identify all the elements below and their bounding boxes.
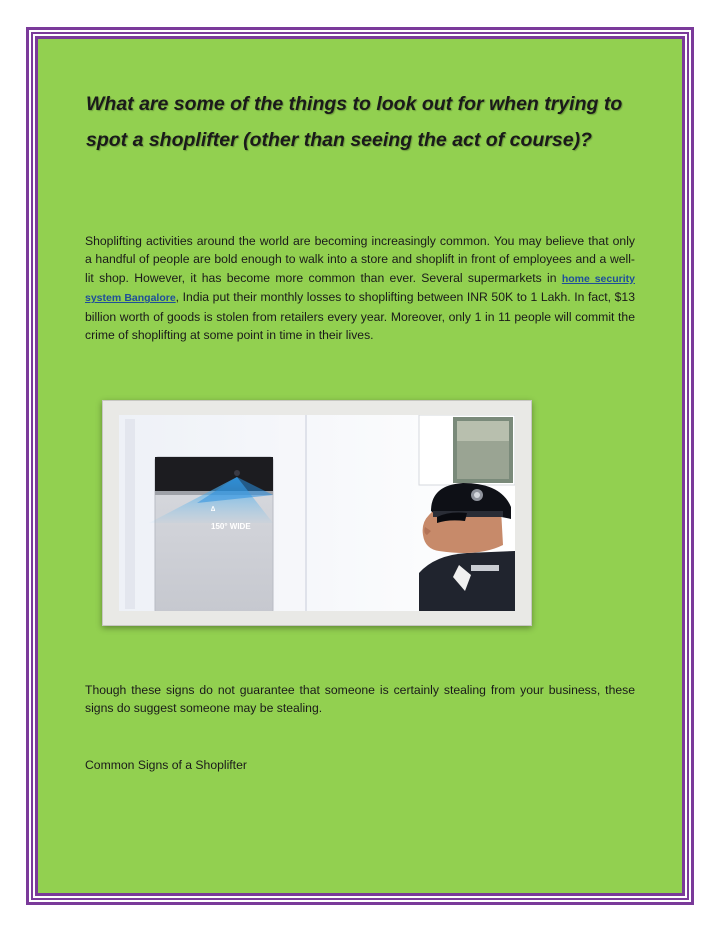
illustration-frame	[102, 400, 532, 626]
intro-text-start: Shoplifting activities around the world are becoming increasingly common. You may believe that only a handful of people are bold enough to walk into a store and shoplift in front of employees and a well-lit shop. However, it has become more common than ever. Several supermarkets in	[85, 234, 635, 285]
svg-text:∆: ∆	[211, 506, 216, 513]
signs-paragraph: Though these signs do not guarantee that someone is certainly stealing from your business, these signs do suggest someone may be stealing.	[85, 683, 635, 716]
intro-paragraph	[85, 232, 635, 344]
home-security-link[interactable]: home security system Bangalore	[85, 272, 635, 305]
camera-wide-label: 150° WIDE	[211, 522, 251, 531]
page-title: What are some of the things to look out for when trying to spot a shoplifter (other than seeing the act of course)?	[86, 93, 623, 151]
illustration-image	[119, 415, 515, 611]
section-heading: Common Signs of a Shoplifter	[85, 758, 247, 772]
intro-text-end: , India put their monthly losses to shoplifting between INR 50K to 1 Lakh. In fact, $13 billion worth of goods is stolen from retailers every year. Moreover, only 1 in 11 people will commit the crime of shoplifting at some point in time in their lives.	[85, 290, 635, 343]
